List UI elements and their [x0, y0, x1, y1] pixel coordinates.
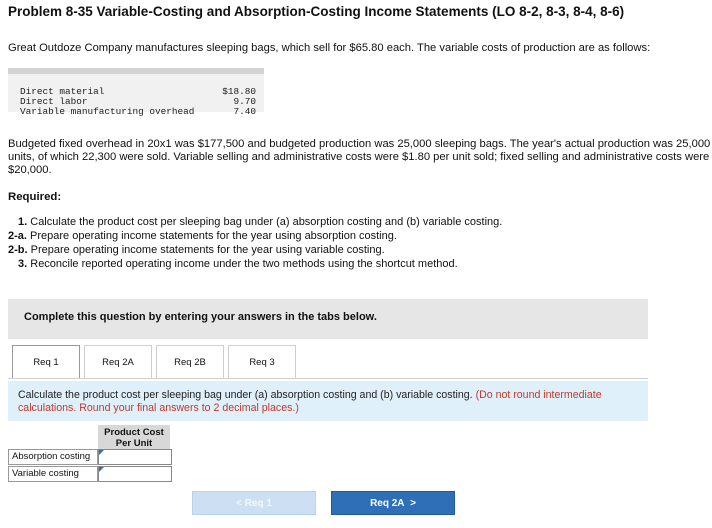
- row-label-variable: Variable costing: [8, 466, 98, 482]
- requirement-text: Prepare operating income statements for the year using variable costing.: [30, 244, 385, 256]
- variable-cost-input[interactable]: [98, 466, 172, 482]
- requirement-text: Reconcile reported operating income under the two methods using the shortcut method.: [30, 258, 458, 270]
- cost-label-direct-labor: Direct labor: [20, 96, 88, 107]
- requirement-1: [18, 216, 502, 228]
- cost-value-direct-material: $18.80: [222, 86, 256, 97]
- requirement-text: Calculate the product cost per sleeping bag under (a) absorption costing and (b) variable costing.: [30, 216, 503, 228]
- chevron-right-icon: >: [404, 498, 416, 509]
- problem-paragraph: Budgeted fixed overhead in 20x1 was $177,500 and budgeted production was 25,000 sleeping bags. The year's actual production was 25,000 units, of which 22,300 were sold. Variable selling and administrative costs were $1.80 per unit sold; fixed selling and administrative costs were $20,000.: [8, 138, 711, 176]
- page-title: Problem 8-35 Variable-Costing and Absorption-Costing Income Statements (LO 8-2, 8-3, 8-4, 8-6): [8, 4, 625, 19]
- tab-req-1[interactable]: Req 1: [12, 345, 80, 379]
- tab-req-2b[interactable]: Req 2B: [156, 345, 224, 379]
- prev-button-label: Req 1: [244, 498, 272, 509]
- next-button[interactable]: [331, 491, 455, 515]
- requirement-3: [18, 258, 458, 270]
- variable-cost-table: [8, 68, 264, 117]
- requirement-2b: [8, 244, 385, 256]
- row-label-absorption: Absorption costing: [8, 449, 98, 465]
- column-header-product-cost: Product Cost Per Unit: [98, 425, 170, 449]
- cost-label-variable-overhead: Variable manufacturing overhead: [20, 106, 195, 117]
- requirement-number: 3.: [18, 258, 28, 270]
- intro-text: Great Outdoze Company manufactures sleeping bags, which sell for $65.80 each. The variable costs of production are as follows:: [8, 42, 651, 54]
- requirement-number: 2-a.: [8, 230, 27, 242]
- next-button-label: Req 2A: [370, 498, 405, 509]
- tab-req-3[interactable]: Req 3: [228, 345, 296, 379]
- tab-divider: [8, 378, 648, 379]
- cost-value-variable-overhead: 7.40: [233, 106, 256, 117]
- instruction-note: (Do not round intermediate calculations. Round your final answers to 2 decimal places.): [18, 389, 602, 414]
- requirement-number: 2-b.: [8, 244, 28, 256]
- instruction-text: Calculate the product cost per sleeping bag under (a) absorption costing and (b) variable costing.: [18, 389, 473, 401]
- instruction-box: [8, 381, 648, 421]
- requirement-2a: [8, 230, 397, 242]
- cost-value-direct-labor: 9.70: [233, 96, 256, 107]
- cost-label-direct-material: Direct material: [20, 86, 105, 97]
- panel-heading: Complete this question by entering your answers in the tabs below.: [24, 311, 377, 323]
- required-heading: Required:: [8, 191, 62, 203]
- requirement-text: Prepare operating income statements for the year using absorption costing.: [30, 230, 397, 242]
- question-panel: [8, 299, 648, 339]
- tab-req-2a[interactable]: Req 2A: [84, 345, 152, 379]
- requirement-number: 1.: [18, 216, 28, 228]
- absorption-cost-input[interactable]: [98, 449, 172, 465]
- prev-button[interactable]: [192, 491, 316, 515]
- chevron-left-icon: <: [236, 498, 245, 509]
